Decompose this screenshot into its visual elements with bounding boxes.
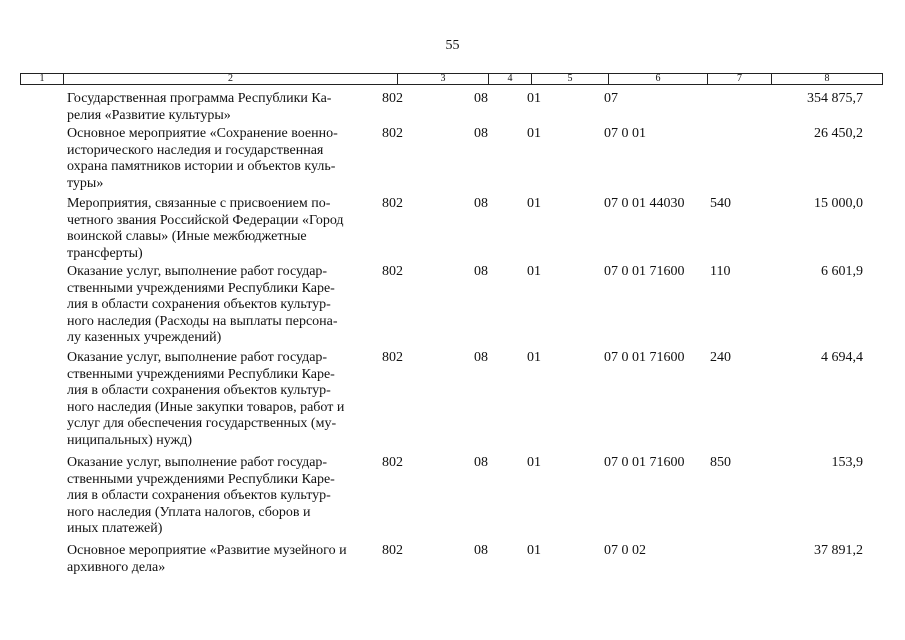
- row-name-line: исторического наследия и государственная: [67, 142, 324, 158]
- row-name-line: услуг для обеспечения государственных (му-: [67, 416, 337, 432]
- row-col4: 08: [474, 455, 488, 470]
- row-col7: 110: [710, 264, 731, 279]
- row-col6: 07 0 01 71600: [604, 350, 685, 365]
- row-col8: 37 891,2: [814, 543, 863, 558]
- row-col6: 07: [604, 91, 618, 106]
- row-name-line: Мероприятия, связанные с присвоением по-: [67, 196, 331, 211]
- row-col4: 08: [474, 350, 488, 365]
- row-name-line: ственными учреждениями Республики Каре-: [67, 280, 335, 296]
- row-name-line: охрана памятников истории и объектов куль-: [67, 159, 336, 175]
- row-name-line: Основное мероприятие «Развитие музейного и: [67, 543, 347, 558]
- header-cell-1: 1: [21, 74, 64, 84]
- row-col5: 01: [527, 91, 541, 106]
- row-col8: 6 601,9: [821, 264, 863, 279]
- row-name-line: архивного дела»: [67, 559, 166, 575]
- row-col3: 802: [382, 455, 403, 470]
- row-name: [67, 350, 372, 450]
- table-header: [20, 73, 883, 85]
- row-col8: 26 450,2: [814, 126, 863, 141]
- row-name-line: лия в области сохранения объектов культур-: [67, 488, 331, 504]
- row-name: [67, 126, 372, 192]
- row-name-line: Оказание услуг, выполнение работ государ-: [67, 350, 328, 365]
- header-cell-8: 8: [824, 73, 830, 84]
- row-col5: 01: [527, 126, 541, 141]
- row-name-line: туры»: [67, 175, 104, 191]
- row-name-line: ственными учреждениями Республики Каре-: [67, 471, 335, 487]
- header-cell-6: 6: [609, 74, 708, 84]
- row-name-line: ственными учреждениями Республики Каре-: [67, 366, 335, 382]
- row-name: [67, 196, 372, 262]
- header-cell-7: 7: [708, 74, 772, 84]
- row-name: [67, 264, 372, 347]
- row-col5: 01: [527, 543, 541, 558]
- row-name-line: Оказание услуг, выполнение работ государ-: [67, 455, 328, 470]
- row-name-line: лия в области сохранения объектов культур-: [67, 297, 331, 313]
- row-col8: 153,9: [831, 455, 863, 470]
- row-col4: 08: [474, 126, 488, 141]
- row-col5: 01: [527, 196, 541, 211]
- row-name-line: ного наследия (Уплата налогов, сборов и: [67, 504, 311, 520]
- row-col8: 4 694,4: [821, 350, 863, 365]
- row-col7: 850: [710, 455, 731, 470]
- header-cell-3: 3: [398, 74, 489, 84]
- row-col7: 240: [710, 350, 731, 365]
- row-name: [67, 455, 372, 538]
- row-name: [67, 91, 372, 124]
- row-col4: 08: [474, 91, 488, 106]
- row-name-line: Основное мероприятие «Сохранение военно-: [67, 126, 338, 141]
- row-name-line: релия «Развитие культуры»: [67, 107, 231, 123]
- row-col3: 802: [382, 91, 403, 106]
- header-cell-4: 4: [489, 74, 532, 84]
- row-name-line: ного наследия (Расходы на выплаты персона-: [67, 313, 338, 329]
- row-name-line: воинской славы» (Иные межбюджетные: [67, 229, 307, 245]
- row-name-line: иных платежей): [67, 521, 163, 537]
- row-name-line: Государственная программа Республики Ка-: [67, 91, 332, 106]
- row-col6: 07 0 01 71600: [604, 264, 685, 279]
- row-col8: 354 875,7: [807, 91, 863, 106]
- row-col6: 07 0 01 44030: [604, 196, 685, 211]
- row-col7: 540: [710, 196, 731, 211]
- row-col4: 08: [474, 264, 488, 279]
- header-cell-5: 5: [532, 74, 609, 84]
- row-col5: 01: [527, 264, 541, 279]
- row-col4: 08: [474, 196, 488, 211]
- row-col6: 07 0 01 71600: [604, 455, 685, 470]
- row-name-line: ного наследия (Иные закупки товаров, работ и: [67, 399, 345, 415]
- row-col3: 802: [382, 264, 403, 279]
- row-col8: 15 000,0: [814, 196, 863, 211]
- row-col6: 07 0 02: [604, 543, 646, 558]
- row-name-line: лу казенных учреждений): [67, 330, 222, 346]
- row-name: [67, 543, 372, 576]
- row-col3: 802: [382, 196, 403, 211]
- row-col3: 802: [382, 126, 403, 141]
- row-col5: 01: [527, 350, 541, 365]
- row-col6: 07 0 01: [604, 126, 646, 141]
- row-name-line: ниципальных) нужд): [67, 432, 192, 448]
- header-cell-2: 2: [64, 74, 398, 84]
- row-name-line: Оказание услуг, выполнение работ государ-: [67, 264, 328, 279]
- row-name-line: четного звания Российской Федерации «Город: [67, 212, 344, 228]
- row-col4: 08: [474, 543, 488, 558]
- row-col3: 802: [382, 350, 403, 365]
- row-name-line: трансферты): [67, 245, 143, 261]
- page-number: 55: [445, 38, 460, 53]
- row-col3: 802: [382, 543, 403, 558]
- row-name-line: лия в области сохранения объектов культур-: [67, 383, 331, 399]
- row-col5: 01: [527, 455, 541, 470]
